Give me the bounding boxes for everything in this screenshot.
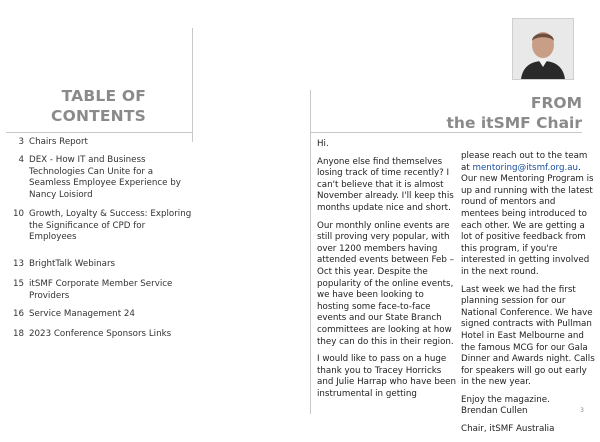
toc-page-number: 3	[18, 137, 24, 147]
page-number: 3	[580, 407, 584, 414]
letter-paragraph: Our monthly online events are still proving very popular, with over 1200 members having attended events between Feb – Oct this year. Despite the popularity of the online events, we have been looking to hosting some face-to-face events and our State Branch committees are looking at how they can do this in their region.	[317, 220, 454, 347]
toc-item-chairs-report[interactable]	[6, 137, 192, 149]
letter-text: please reach out to the team at	[461, 151, 588, 173]
toc-vertical-divider	[192, 28, 193, 142]
toc-item-service-management-24[interactable]	[6, 309, 192, 321]
chair-heading	[447, 93, 582, 133]
letter-column-2	[461, 151, 596, 442]
toc-item-title: BrightTalk Webinars	[29, 259, 116, 269]
letter-column-1	[317, 139, 457, 406]
toc-item-brighttalk[interactable]	[6, 259, 192, 271]
toc-page-number: 16	[12, 309, 24, 319]
chair-heading-line1: FROM	[530, 94, 582, 112]
toc-item-sponsors-links[interactable]	[6, 329, 192, 341]
letter-greeting: Hi.	[317, 139, 329, 149]
toc-page-number: 15	[12, 279, 24, 289]
signature-role: Chair, itSMF Australia	[461, 424, 555, 435]
toc-page-number: 4	[18, 155, 24, 165]
letter-paragraph: Anyone else find themselves losing track of time recently? I can't believe that it is almost November already. I'll keep this months update nice and short.	[317, 156, 454, 213]
toc-item-growth-loyalty[interactable]	[6, 209, 192, 244]
chair-divider	[310, 132, 582, 133]
toc-item-title: 2023 Conference Sponsors Links	[29, 329, 172, 339]
toc-item-title: Growth, Loyalty & Success: Exploring the Significance of CPD for Employees	[29, 209, 192, 242]
toc-item-title: Service Management 24	[29, 309, 135, 319]
toc-divider	[6, 132, 192, 133]
toc-item-title: itSMF Corporate Member Service Providers	[29, 279, 173, 301]
toc-item-title: Chairs Report	[29, 137, 88, 147]
letter-paragraph: Last week we had the first planning session for our National Conference. We have signed contracts with Pullman Hotel in East Melbourne and the famous MCG for our Gala Dinner and Awards night. Calls for speakers will go out early in the new year.	[461, 284, 595, 388]
mentoring-email-link[interactable]: mentoring@itsmf.org.au	[472, 162, 579, 173]
toc-heading	[40, 86, 146, 126]
signature-name: Brendan Cullen	[461, 406, 528, 417]
letter-paragraph: I would like to pass on a huge thank you to Tracey Horricks and Julie Harrap who have been instrumental in getting	[317, 354, 457, 399]
letter-closing: Enjoy the magazine.	[461, 394, 550, 405]
toc-item-corporate-members[interactable]	[6, 279, 192, 302]
toc-page-number: 13	[12, 259, 24, 269]
column-vertical-divider	[310, 90, 311, 414]
toc-page-number: 10	[12, 209, 24, 219]
toc-heading-line2: CONTENTS	[51, 107, 146, 125]
chair-heading-line2: the itSMF Chair	[446, 114, 582, 132]
toc-item-title: DEX - How IT and Business Technologies Can Unite for a Seamless Employee Experience by Nancy Loisiord	[29, 155, 181, 200]
letter-text: . Our new Mentoring Program is up and running with the latest round of mentors and mentees being introduced to each other. We are getting a lot of positive feedback from this program, if you're interested in getting involved in the next round.	[461, 162, 594, 277]
toc-page-number: 18	[12, 329, 24, 339]
chair-portrait-photo	[512, 18, 574, 80]
letter-paragraph	[461, 151, 596, 279]
toc-heading-line1: TABLE OF	[61, 87, 146, 105]
toc-item-dex[interactable]	[6, 155, 192, 201]
